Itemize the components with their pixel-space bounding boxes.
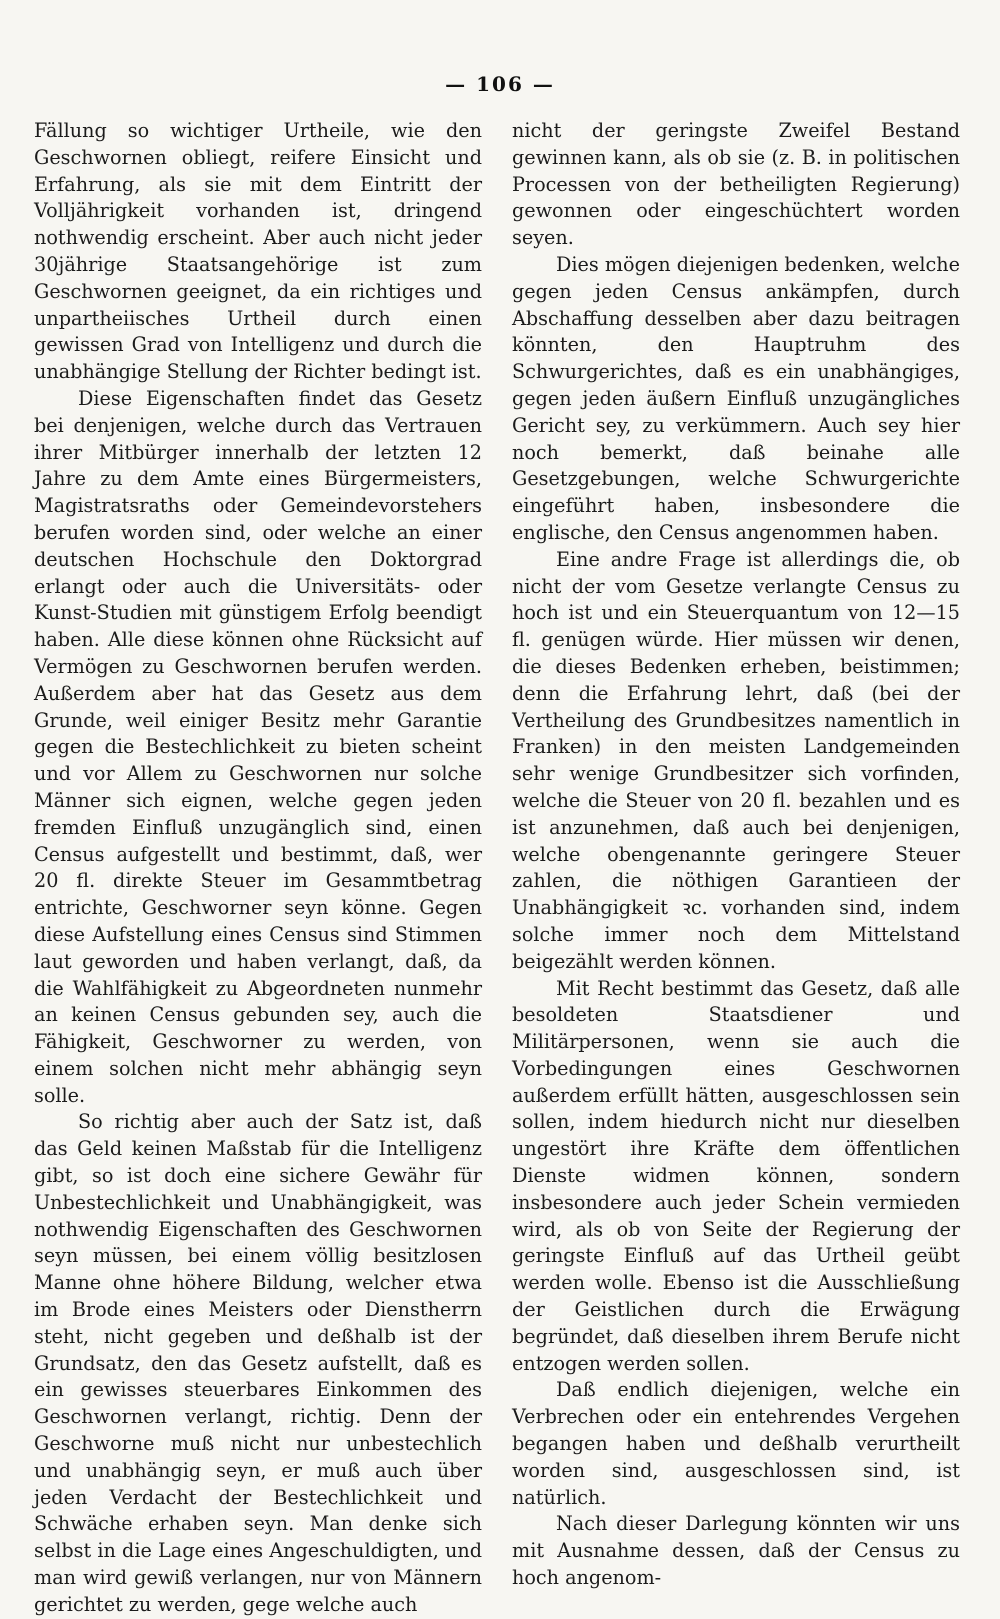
paragraph: Dies mögen diejenigen bedenken, welche gegen jeden Census ankämpfen, durch Abschaffung desselben aber dazu beitragen könnten, den Hauptruhm des Schwurgerichtes, daß es ein unabhängiges, gegen jeden äußern Einfluß unzugängliches Gericht sey, zu verkümmern. Auch sey hier noch bemerkt, daß beinahe alle Gesetzgebungen, welche Schwurgerichte eingeführt haben, insbesondere die englische, den Census angenommen haben. <box>512 252 960 544</box>
paragraph: nicht der geringste Zweifel Bestand gewinnen kann, als ob sie (z. B. in politischen Processen von der betheiligten Regierung) gewonnen oder eingeschüchtert worden seyen. <box>512 119 960 250</box>
paragraph: Nach dieser Darlegung könnten wir uns mit Ausnahme dessen, daß der Census zu hoch angenom- <box>512 1512 960 1590</box>
paragraph: Fällung so wichtiger Urtheile, wie den Geschwornen obliegt, reifere Einsicht und Erfahrung, als sie mit dem Eintritt der Volljährigkeit vorhanden ist, dringend nothwendig erscheint. Aber auch nicht jeder 30jährige Staatsangehörige ist zum Geschwornen geeignet, da ein richtiges und unpartheiisches Urtheil durch einen gewissen Grad von Intelligenz und durch die unabhängige Stellung der Richter bedingt ist. <box>34 119 482 384</box>
left-column <box>34 118 482 1619</box>
page-number: — 106 — <box>445 72 555 96</box>
text-columns <box>34 118 960 1619</box>
paragraph: So richtig aber auch der Satz ist, daß das Geld keinen Maßstab für die Intelligenz gibt, so ist doch eine sichere Gewähr für Unbestechlichkeit und Unabhängigkeit, was nothwendig Eigenschaften des Geschwornen seyn müssen, bei einem völlig besitzlosen Manne ohne höhere Bildung, welcher etwa im Brode eines Meisters oder Dienstherrn steht, nicht gegeben und deßhalb ist der Grundsatz, den das Gesetz aufstellt, daß es ein gewisses steuerbares Einkommen des Geschwornen verlangt, richtig. Denn der Geschworne muß nicht nur unbestechlich und unabhängig seyn, er muß auch über jeden Verdacht der Bestechlichkeit und Schwäche erhaben seyn. Man denke sich selbst in die Lage eines Angeschuldigten, und man wird gewiß verlangen, nur von Männern gerichtet zu werden, gege welche auch <box>34 1110 482 1616</box>
paragraph: Diese Eigenschaften findet das Gesetz bei denjenigen, welche durch das Vertrauen ihrer Mitbürger innerhalb der letzten 12 Jahre zu dem Amte eines Bürgermeisters, Magistratsraths oder Gemeindevorstehers berufen worden sind, oder welche an einer deutschen Hochschule den Doktorgrad erlangt oder auch die Universitäts- oder Kunst-Studien mit günstigem Erfolg beendigt haben. Alle diese können ohne Rücksicht auf Vermögen zu Geschwornen berufen werden. Außerdem aber hat das Gesetz aus dem Grunde, weil einiger Besitz mehr Garantie gegen die Bestechlichkeit zu bieten scheint und vor Allem zu Geschwornen nur solche Männer sich eignen, welche gegen jeden fremden Einfluß unzugänglich sind, einen Census aufgestellt und bestimmt, daß, wer 20 fl. direkte Steuer im Gesammtbetrag entrichte, Geschworner seyn könne. Gegen diese Aufstellung eines Census sind Stimmen laut geworden und haben verlangt, daß, da die Wahlfähigkeit zu Abgeordneten nunmehr an keinen Census gebunden sey, auch die Fähigkeit, Geschworner zu werden, von einem solchen nicht mehr abhängig seyn solle. <box>34 386 482 1107</box>
paragraph: Daß endlich diejenigen, welche ein Verbrechen oder ein entehrendes Vergehen begangen haben und deßhalb verurtheilt worden sind, ausgeschlossen sind, ist natürlich. <box>512 1378 960 1509</box>
right-column <box>512 118 960 1619</box>
paragraph: Eine andre Frage ist allerdings die, ob nicht der vom Gesetze verlangte Census zu hoch ist und ein Steuerquantum von 12—15 fl. genügen würde. Hier müssen wir denen, die dieses Bedenken erheben, beistimmen; denn die Erfahrung lehrt, daß (bei der Vertheilung des Grundbesitzes namentlich in Franken) in den meisten Landgemeinden sehr wenige Grundbesitzer sich vorfinden, welche die Steuer von 20 fl. bezahlen und es ist anzunehmen, daß auch bei denjenigen, welche obengenannte geringere Steuer zahlen, die nöthigen Garantieen der Unabhängigkeit ꝛc. vorhanden sind, indem solche immer noch dem Mittelstand beigezählt werden können. <box>512 547 960 973</box>
paragraph: Mit Recht bestimmt das Gesetz, daß alle besoldeten Staatsdiener und Militärpersonen, wenn sie auch die Vorbedingungen eines Geschwornen außerdem erfüllt hätten, ausgeschlossen sein sollen, indem hiedurch nicht nur dieselben ungestört ihre Kräfte dem öffentlichen Dienste widmen können, sondern insbesondere auch jeder Schein vermieden wird, als ob von Seite der Regierung der geringste Einfluß auf das Urtheil geübt werden wolle. Ebenso ist die Ausschließung der Geistlichen durch die Erwägung begründet, daß dieselben ihrem Berufe nicht entzogen werden sollen. <box>512 976 960 1375</box>
